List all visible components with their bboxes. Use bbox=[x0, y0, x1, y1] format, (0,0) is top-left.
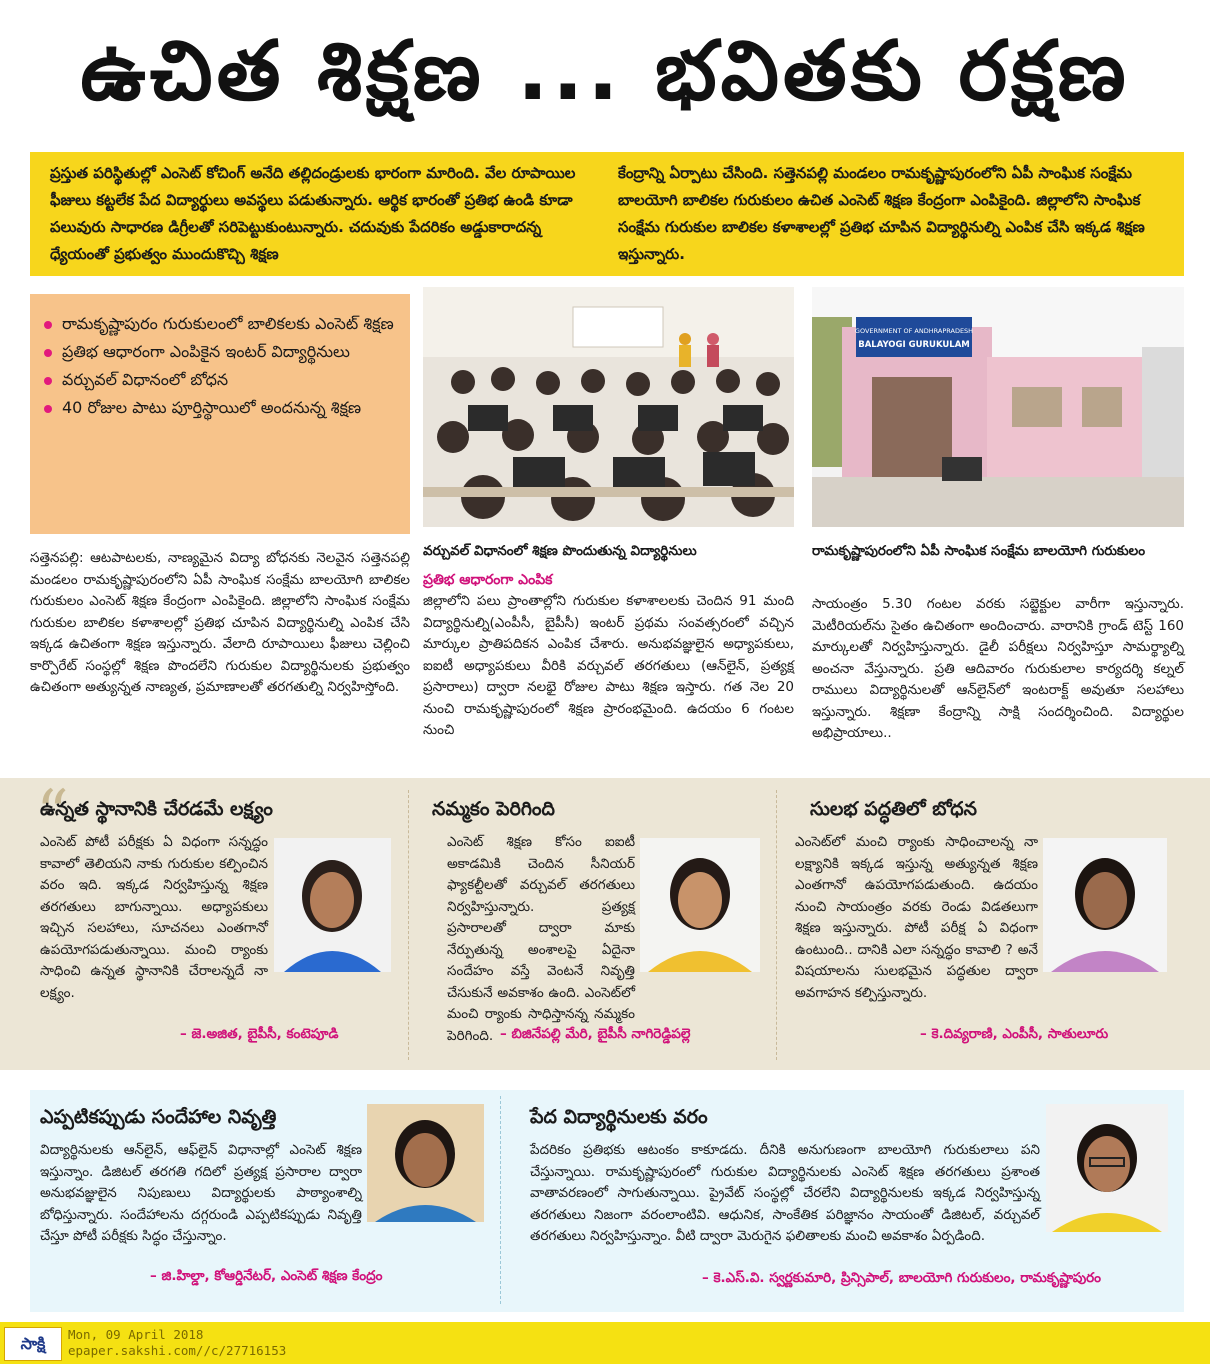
portrait-photo bbox=[1046, 1104, 1168, 1232]
interview-text: ఎంసెట్‌లో మంచి ర్యాంకు సాధించాలన్న నా లక్ష్యానికి ఇక్కడ ఇస్తున్న అత్యున్నత శిక్షణ ఎంతగానో ఉపయోగపడుతుంది. ఉదయం నుంచి సాయంత్రం వరకు రెండు విడతలుగా శిక్షణ ఇస్తున్నారు. పోటీ పరీక్ష ఏ విధంగా ఉంటుంది.. దానికి ఎలా సన్నద్ధం కావాలి ? అనే విషయాలను సులభమైన పద్ధతుల ద్వారా అవగాహన కల్పిస్తున్నారు. bbox=[795, 834, 1038, 1001]
interview-3 bbox=[810, 796, 1170, 822]
footer-date: Mon, 09 April 2018 bbox=[68, 1327, 204, 1342]
headline: ఉచిత శిక్షణ ... భవితకు రక్షణ bbox=[80, 24, 1130, 119]
highlights-box bbox=[30, 294, 410, 534]
interview-text: ఎంసెట్ పోటీ పరీక్షకు ఏ విధంగా సన్నద్ధం కావాలో తెలియని నాకు గురుకుల కల్పించిన వరం ఇది. ఇక్కడ నిర్వహిస్తున్న శిక్షణ తరగతులు బాగున్నాయి. అధ్యాపకులు ఇచ్చిన సలహాలు, సూచనలు ఎంతగానో ఉపయోగపడుతున్నాయి. మంచి ర్యాంకు సాధించి ఉన్నత స్థానానికి చేరాలన్నదే నా లక్ష్యం. bbox=[40, 834, 268, 1001]
divider bbox=[408, 790, 409, 1060]
quote-mark-icon: “ bbox=[36, 777, 69, 851]
article-column-1: సత్తెనపల్లి: ఆటపాటలకు, నాణ్యమైన విద్యా బోధనకు నెలవైన సత్తెనపల్లి మండలం రామకృష్ణాపురంలోని ఏపీ సాంఘిక సంక్షేమ బాలయోగి బాలికల గురుకులం ఎంసెట్ శిక్షణ కేంద్రంగా ఎంపికైంది. జిల్లాలోని సాంఘిక సంక్షేమ గురుకుల బాలికల కళాశాలల్లో ప్రతిభ చూపిన విద్యార్థినుల్ని ఎంపిక చేసి ఇక్కడ ఉచితంగా శిక్షణ ఇస్తున్నారు. వేలాది రూపాయిలు ఫీజులు చెల్లించి కార్పొరేట్ సంస్థల్లో శిక్షణ పొందలేని గురుకుల విద్యార్థినులకు ప్రభుత్వం ఉచితంగా అత్యున్నత నాణ్యత, ప్రమాణాలతో తరగతుల్ని నిర్వహిస్తోంది. bbox=[30, 550, 410, 695]
interview-byline: – జె.అజిత, బైపీసీ, కంటెపూడి bbox=[180, 1026, 339, 1042]
divider bbox=[776, 790, 777, 1060]
intro-column-2: కేంద్రాన్ని ఏర్పాటు చేసింది. సత్తెనపల్లి మండలం రామకృష్ణాపురంలోని ఏపీ సాంఘిక సంక్షేమ బాలయోగి బాలికల గురుకులం ఉచిత ఎంసెట్ శిక్షణ కేంద్రంగా ఎంపికైంది. జిల్లాలోని సాంఘిక సంక్షేమ గురుకుల బాలికల కళాశాలల్లో ప్రతిభ చూపిన విద్యార్థినుల్ని ఎంపిక చేసి ఇక్కడ శిక్షణ ఇస్తున్నారు. bbox=[618, 164, 1145, 263]
sign-line-1: GOVERNMENT OF ANDHRAPRADESH bbox=[854, 327, 974, 335]
building-illustration bbox=[812, 287, 1184, 527]
building-photo-caption: రామకృష్ణాపురంలోని ఏపీ సాంఘిక సంక్షేమ బాలయోగి గురుకులం bbox=[812, 543, 1146, 559]
divider bbox=[500, 1096, 501, 1304]
bullet-icon bbox=[44, 405, 52, 413]
sakshi-logo bbox=[4, 1327, 62, 1361]
portrait-divyarani bbox=[1043, 838, 1167, 972]
classroom-photo-caption: వర్చువల్ విధానంలో శిక్షణ పొందుతున్న విద్యార్థినులు bbox=[423, 543, 697, 559]
portrait-ajitha bbox=[274, 838, 391, 972]
intro-box bbox=[30, 152, 1184, 276]
interview-text: విద్యార్థినులకు ఆన్‌లైన్, ఆఫ్‌లైన్ విధానాల్లో ఎంసెట్ శిక్షణ ఇస్తున్నాం. డిజిటల్ తరగతి గదిలో ప్రత్యక్ష ప్రసారాల ద్వారా అనుభవజ్ఞులైన నిపుణులు విద్యార్థులకు పాఠ్యాంశాల్ని బోధిస్తున్నారు. సందేహాలను దగ్గరుండి ఎప్పటికప్పుడు నివృత్తి చేస్తూ పోటీ పరీక్షకు సిద్ధం చేస్తున్నాం. bbox=[40, 1142, 362, 1244]
highlight-item: వర్చువల్ విధానంలో బోధన bbox=[42, 366, 398, 394]
portrait-hilda bbox=[367, 1104, 484, 1222]
footer-url[interactable]: epaper.sakshi.com//c/27716153 bbox=[68, 1343, 287, 1358]
interview-title: సులభ పద్ధతిలో బోధన bbox=[810, 798, 978, 820]
intro-column-1: ప్రస్తుత పరిస్థితుల్లో ఎంసెట్ కోచింగ్ అనేది తల్లిదండ్రులకు భారంగా మారింది. వేల రూపాయిల ఫీజులు కట్టలేక పేద విద్యార్థులు అవస్థలు పడుతున్నారు. ఆర్థిక భారంతో ప్రతిభ ఉండి కూడా పలువురు సాధారణ డిగ్రీలతో సరిపెట్టుకుంటున్నారు. చదువుకు పేదరికం అడ్డుకారాదన్న ధ్యేయంతో ప్రభుత్వం ముందుకొచ్చి శిక్షణ bbox=[50, 164, 576, 263]
highlight-item: 40 రోజుల పాటు పూర్తిస్థాయిలో అందనున్న శిక్షణ bbox=[42, 394, 398, 422]
gurukulam-building-photo bbox=[812, 287, 1184, 527]
interview-4 bbox=[40, 1104, 370, 1130]
bullet-icon bbox=[44, 321, 52, 329]
bullet-icon bbox=[44, 349, 52, 357]
portrait-mary bbox=[640, 838, 760, 972]
interview-text: ఎంసెట్ శిక్షణ కోసం ఐఐటీ అకాడమికి చెందిన సీనియర్ ఫ్యాకల్టీలతో వర్చువల్ తరగతులు నిర్వహిస్తున్నారు. ప్రత్యక్ష ప్రసారాలతో ద్వారా మాకు నేర్పుతున్న అంశాలపై ఏదైనా సందేహం వస్తే వెంటనే నివృత్తి చేసుకునే అవకాశం ఉంది. ఎంసెట్‌లో మంచి ర్యాంకు సాధిస్తానన్న నమ్మకం పెరిగింది. bbox=[447, 834, 635, 1044]
interview-byline: – జి.హిల్డా, కోఆర్డినేటర్, ఎంసెట్ శిక్షణ కేంద్రం bbox=[150, 1268, 383, 1284]
interview-5 bbox=[530, 1104, 1010, 1130]
interview-title: ఎప్పటికప్పుడు సందేహాల నివృత్తి bbox=[40, 1106, 277, 1128]
interview-title: పేద విద్యార్థినులకు వరం bbox=[530, 1106, 708, 1128]
interview-1 bbox=[40, 796, 400, 822]
highlight-item: ప్రతిభ ఆధారంగా ఎంపికైన ఇంటర్ విద్యార్థినులు bbox=[42, 338, 398, 366]
interview-byline: – కె.దివ్యరాణి, ఎంపీసీ, సాతులూరు bbox=[920, 1026, 1109, 1042]
interview-byline: – బిజినేపల్లి మేరి, బైపీసీ నాగిరెడ్డిపల్లె bbox=[500, 1026, 691, 1042]
portrait-swarnakumari bbox=[1046, 1104, 1168, 1232]
interview-title: ఉన్నత స్థానానికి చేరడమే లక్ష్యం bbox=[40, 798, 273, 820]
interview-2 bbox=[432, 796, 762, 822]
article-column-2 bbox=[423, 572, 794, 742]
sign-line-2: BALAYOGI GURUKULAM bbox=[858, 340, 970, 350]
article-subhead: ప్రతిభ ఆధారంగా ఎంపిక bbox=[423, 572, 553, 588]
interview-byline: – కె.ఎస్.వి. స్వర్ణకుమారి, ప్రిన్సిపాల్, బాలయోగి గురుకులం, రామకృష్ణాపురం bbox=[702, 1270, 1102, 1286]
logo-text: సాక్షి bbox=[20, 1334, 46, 1353]
classroom-photo bbox=[423, 287, 794, 527]
interview-title: నమ్మకం పెరిగింది bbox=[432, 798, 555, 820]
portrait-photo bbox=[1043, 838, 1167, 972]
bullet-icon bbox=[44, 377, 52, 385]
article-column-2-text: జిల్లాలోని పలు ప్రాంతాల్లోని గురుకుల కళాశాలలకు చెందిన 91 మంది విద్యార్థినుల్ని(ఎంపీసీ, బైపీసీ) ఇంటర్ ప్రథమ సంవత్సరంలో వచ్చిన మార్కుల ప్రాతిపదికన ఎంపిక చేశారు. అనుభవజ్ఞులైన అధ్యాపకులు, ఐఐటీ అధ్యాపకులు వీరికి వర్చువల్ తరగతులు (ఆన్‌లైన్, ప్రత్యక్ష ప్రసారాలు) ద్వారా నలభై రోజుల పాటు శిక్షణ ఇస్తారు. గత నెల 20 నుంచి రామకృష్ణాపురంలో శిక్షణ ప్రారంభమైంది. ఉదయం 6 గంటల నుంచి bbox=[423, 593, 794, 738]
article-column-3: సాయంత్రం 5.30 గంటల వరకు సబ్జెక్టుల వారీగా ఇస్తున్నారు. మెటీరియల్‌ను సైతం ఉచితంగా అందించారు. వారానికి గ్రాండ్ టెస్ట్ 160 మార్కులతో నిర్వహిస్తున్నారు. డైలీ పరీక్షలు నిర్వహిస్తూ సామర్థ్యాల్ని అంచనా వేస్తున్నారు. ప్రతి ఆదివారం గురుకులాల కార్యదర్శి కల్నల్ రాములు విద్యార్థినులతో ఆన్‌లైన్‌లో ఇంటరాక్ట్ అవుతూ సలహాలు ఇస్తున్నారు. శిక్షణా కేంద్రాన్ని సాక్షి సందర్శించింది. విద్యార్థుల అభిప్రాయాలు.. bbox=[812, 596, 1184, 741]
portrait-photo bbox=[367, 1104, 484, 1222]
portrait-photo bbox=[274, 838, 391, 972]
portrait-photo bbox=[640, 838, 760, 972]
interview-text: పేదరికం ప్రతిభకు ఆటంకం కాకూడదు. దీనికి అనుగుణంగా బాలయోగి గురుకులాలు పని చేస్తున్నాయి. రామకృష్ణాపురంలో గురుకుల విద్యార్థినులకు ఎంసెట్ శిక్షణ తరగతులు ప్రశాంత వాతావరణంలో సాగుతున్నాయి. ప్రైవేట్ సంస్థల్లో చేరలేని విద్యార్థినులకు ఇక్కడ నిర్వహిస్తున్న తరగతులు నిజంగా వరంలాంటివి. ఆధునిక, సాంకేతిక పరిజ్ఞానం సాయంతో డిజిటల్, వర్చువల్ తరగతులు నిర్వహిస్తున్నాం. వీటి ద్వారా మెరుగైన ఫలితాలకు మంచి అవకాశం ఏర్పడింది. bbox=[530, 1142, 1040, 1244]
classroom-illustration bbox=[423, 287, 794, 527]
highlight-item: రామకృష్ణాపురం గురుకులంలో బాలికలకు ఎంసెట్ శిక్షణ bbox=[42, 310, 398, 338]
